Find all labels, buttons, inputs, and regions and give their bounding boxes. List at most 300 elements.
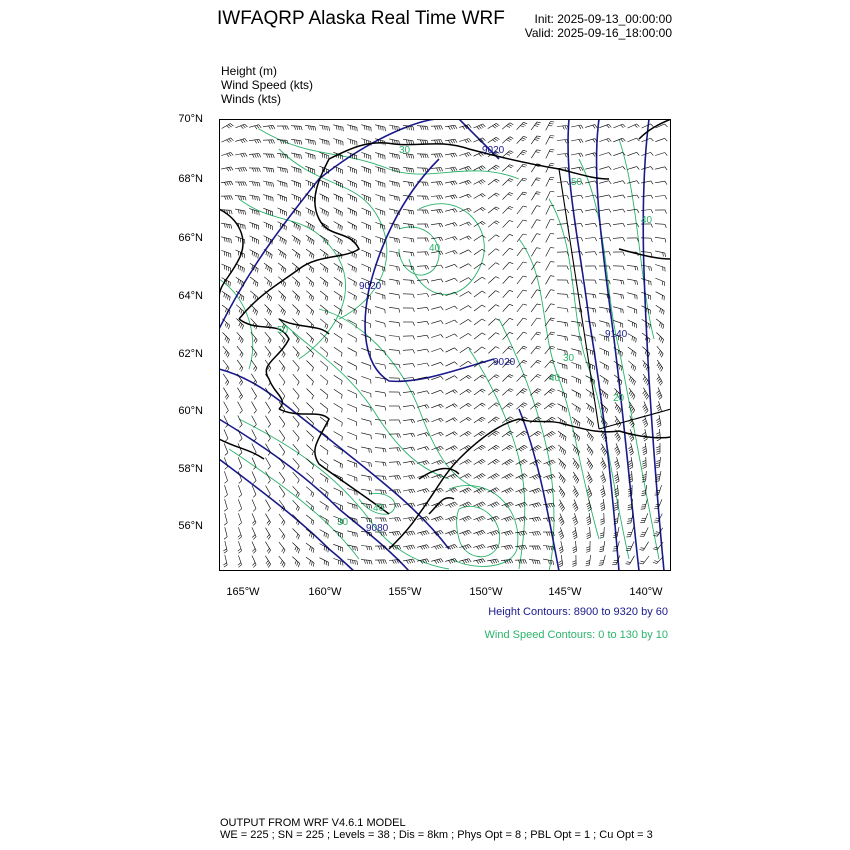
wind-barb-feather	[481, 517, 484, 520]
wind-barb	[252, 556, 256, 565]
wind-barb-feather	[507, 532, 509, 535]
wind-barb-feather	[644, 393, 646, 396]
wind-barb-feather	[493, 490, 496, 493]
wind-barb-feather	[451, 448, 454, 451]
wind-barb	[459, 222, 468, 226]
wind-barb-feather	[283, 522, 285, 525]
wind-barb-feather	[469, 194, 472, 197]
wind-barb-feather	[455, 223, 457, 226]
wind-barb-feather	[397, 211, 398, 215]
wind-barb-feather	[660, 382, 663, 385]
wind-barb-feather	[369, 504, 370, 508]
wind-barb-feather	[558, 531, 561, 534]
wind-barb	[655, 196, 665, 197]
wind-barb-feather	[369, 490, 370, 494]
wind-barb-feather	[313, 493, 314, 497]
wind-barb-feather	[395, 182, 396, 186]
wind-barb-feather	[511, 545, 513, 548]
wind-barb-feather	[479, 476, 482, 479]
wind-barb-feather	[282, 224, 283, 228]
wind-barb-feather	[620, 366, 621, 370]
wind-barb-feather	[224, 293, 225, 297]
wind-barb-feather	[327, 409, 328, 413]
wind-barb-feather	[311, 310, 313, 314]
wind-barb-feather	[561, 537, 564, 540]
wind-barb-feather	[326, 547, 327, 551]
wind-barb	[488, 165, 496, 171]
wind-barb	[642, 124, 651, 128]
wind-barb	[445, 502, 454, 506]
wind-barb-feather	[342, 241, 343, 245]
wind-barb-feather	[273, 125, 275, 129]
wind-barb-feather	[413, 155, 414, 159]
wind-barb-feather	[550, 334, 554, 335]
wind-barb-feather	[284, 240, 285, 244]
wind-barb	[643, 556, 649, 564]
wind-barb	[546, 178, 550, 187]
wind-barb-feather	[327, 465, 328, 469]
wind-barb-feather	[257, 140, 259, 144]
wind-barb-feather	[665, 210, 667, 214]
wind-barb-feather	[311, 126, 312, 130]
wind-barb-feather	[284, 312, 286, 316]
wind-barb	[460, 292, 469, 297]
wind-barb-feather	[469, 180, 472, 183]
wind-barb	[224, 443, 228, 452]
wind-barb-feather	[313, 563, 314, 567]
wind-barb-feather	[632, 410, 634, 413]
wind-barb	[279, 556, 285, 564]
wind-barb-feather	[226, 410, 229, 413]
wind-barb-feather	[615, 433, 618, 436]
wind-barb-feather	[533, 491, 536, 494]
wind-barb-feather	[224, 565, 227, 567]
wind-barb-feather	[258, 254, 259, 258]
wind-barb-feather	[354, 295, 355, 299]
wind-barb-feather	[483, 516, 486, 519]
wind-barb-feather	[494, 475, 497, 478]
wind-barb-feather	[537, 318, 541, 319]
wind-barb-feather	[493, 504, 496, 507]
wind-barb-feather	[627, 562, 631, 563]
wind-barb-feather	[439, 419, 442, 422]
wind-barb-feather	[255, 140, 257, 143]
wind-barb	[293, 388, 299, 396]
wind-barb-feather	[253, 523, 256, 526]
wind-barb	[361, 180, 370, 184]
wind-barb-feather	[439, 461, 442, 464]
wind-barb	[347, 166, 356, 170]
wind-barb-feather	[226, 352, 228, 356]
wind-barb-feather	[466, 433, 469, 436]
wind-barb-feather	[369, 546, 370, 550]
wind-barb	[389, 125, 399, 127]
wind-barb-feather	[587, 419, 588, 423]
wind-barb-feather	[479, 420, 482, 422]
wind-barb-feather	[592, 394, 593, 398]
wind-barb-feather	[284, 225, 285, 229]
wind-barb-feather	[563, 126, 565, 130]
wind-barb-feather	[423, 168, 424, 172]
wind-barb-feather	[356, 296, 357, 300]
wind-barb	[560, 514, 564, 523]
wind-barb	[347, 125, 357, 128]
wind-barb-feather	[257, 283, 258, 287]
wind-barb-feather	[662, 310, 663, 314]
wind-barb	[278, 291, 285, 298]
wind-barb-feather	[325, 296, 326, 300]
wind-barb-feather	[663, 325, 664, 329]
wind-barb	[389, 195, 399, 197]
lon-label: 150°W	[469, 586, 503, 598]
wind-barb	[361, 475, 371, 477]
wind-barb	[641, 195, 651, 197]
wind-barb	[249, 182, 259, 183]
wind-barb-feather	[553, 561, 554, 565]
wind-barb-feather	[661, 338, 663, 342]
wind-barb-feather	[411, 210, 412, 214]
wind-barb-feather	[465, 476, 468, 479]
wind-barb-feather	[411, 168, 412, 172]
wind-barb-feather	[532, 518, 534, 521]
wind-barb-feather	[271, 140, 273, 144]
wind-barb-feather	[549, 490, 551, 493]
wind-barb	[516, 403, 523, 410]
wind-barb-feather	[642, 419, 645, 422]
wind-barb-feather	[509, 220, 513, 222]
wind-barb-feather	[253, 294, 254, 298]
wind-barb-feather	[496, 417, 500, 419]
wind-barb-feather	[282, 548, 284, 551]
wind-barb-feather	[522, 166, 526, 167]
wind-barb-feather	[411, 546, 413, 549]
wind-barb	[644, 513, 648, 522]
wind-barb-feather	[575, 434, 576, 438]
wind-barb-feather	[601, 523, 605, 525]
wind-barb-feather	[637, 267, 638, 271]
wind-barb-feather	[508, 348, 512, 350]
wind-barb	[251, 388, 256, 397]
wind-barb-feather	[522, 432, 525, 434]
height-contour-label: 9020	[359, 281, 382, 292]
wind-barb-feather	[609, 266, 610, 270]
wind-barb-feather	[411, 126, 412, 130]
wind-barb-feather	[550, 320, 554, 321]
wind-barb	[543, 460, 552, 464]
wind-barb	[305, 125, 315, 126]
wind-barb-feather	[239, 523, 242, 526]
wind-barb	[347, 446, 356, 450]
wind-barb-feather	[312, 465, 314, 469]
wind-barb-feather	[643, 467, 647, 469]
wind-barb	[221, 223, 231, 225]
wind-barb-feather	[439, 126, 441, 130]
wind-barb	[320, 459, 328, 465]
wind-barb	[375, 208, 384, 211]
wind-barb-feather	[565, 337, 566, 341]
wind-barb-feather	[633, 352, 634, 356]
wind-barb-feather	[283, 466, 285, 469]
wind-barb	[488, 417, 496, 423]
wind-barb-feather	[523, 136, 527, 137]
wind-barb-feather	[595, 195, 597, 198]
wind-barb-feather	[425, 182, 426, 186]
lat-label: 58°N	[178, 463, 203, 475]
wind-barb-feather	[599, 563, 603, 564]
wind-barb-feather	[406, 546, 408, 549]
wind-barb	[223, 346, 230, 354]
wind-barb-feather	[508, 124, 512, 126]
wind-barb-feather	[576, 464, 578, 468]
wind-barb-feather	[665, 181, 667, 184]
wind-barb-feather	[255, 182, 256, 186]
wind-barb-feather	[451, 140, 453, 143]
wind-barb	[293, 346, 300, 353]
wind-barb-feather	[656, 467, 660, 468]
wind-barb	[238, 499, 241, 508]
wind-barb-feather	[495, 560, 497, 563]
wind-barb-feather	[586, 516, 589, 518]
wind-barb	[431, 335, 441, 338]
wind-barb-feather	[643, 421, 646, 424]
wind-barb-feather	[451, 126, 453, 129]
wind-barb-feather	[495, 545, 497, 548]
wind-barb-feather	[537, 489, 540, 492]
wind-barb-feather	[468, 333, 471, 335]
wind-barb-feather	[466, 391, 469, 393]
wind-barb	[627, 138, 636, 142]
wind-barb	[263, 167, 273, 168]
wind-barb	[306, 487, 314, 494]
wind-barb-feather	[229, 239, 230, 243]
wind-barb	[531, 150, 536, 158]
wind-barb	[460, 375, 468, 380]
wind-barb-feather	[385, 560, 387, 564]
wind-barb-feather	[559, 565, 563, 567]
wind-barb	[348, 292, 357, 297]
wind-barb	[557, 224, 567, 225]
wind-barb-feather	[553, 460, 556, 463]
wind-barb-feather	[437, 210, 439, 214]
wind-barb-feather	[395, 196, 396, 200]
wind-barb-feather	[600, 475, 603, 478]
wind-barb-feather	[226, 425, 229, 428]
wind-barb-feather	[618, 438, 621, 441]
wind-barb-feather	[240, 410, 243, 413]
wind-barb	[645, 499, 648, 509]
wind-barb-feather	[630, 451, 633, 453]
wind-barb	[403, 252, 413, 253]
wind-barb-feather	[496, 263, 500, 265]
wind-barb	[333, 544, 342, 547]
wind-barb-feather	[455, 502, 458, 505]
wind-barb-feather	[482, 403, 485, 405]
wind-barb-feather	[338, 266, 339, 270]
wind-barb-feather	[240, 425, 243, 428]
wind-barb-feather	[496, 179, 499, 181]
wind-barb-feather	[635, 281, 636, 285]
wind-barb-feather	[579, 308, 580, 312]
wind-barb-feather	[565, 154, 567, 158]
wind-barb-feather	[297, 140, 298, 144]
wind-barb-feather	[254, 352, 256, 355]
wind-barb-feather	[268, 452, 271, 455]
wind-barb-feather	[536, 124, 540, 125]
wind-barb-feather	[519, 491, 522, 494]
wind-barb-feather	[510, 193, 514, 195]
wind-barb	[431, 182, 441, 183]
wind-barb-feather	[509, 304, 513, 305]
wind-barb-feather	[228, 325, 229, 329]
wind-barb-feather	[453, 251, 456, 254]
wind-barb-feather	[588, 463, 590, 466]
height-contour-label: 9020	[493, 357, 516, 368]
wind-barb-feather	[284, 297, 285, 301]
wind-barb-feather	[395, 518, 397, 522]
wind-barb-feather	[593, 125, 595, 128]
wind-barb	[488, 291, 495, 298]
wind-barb-feather	[520, 406, 524, 408]
wind-barb-feather	[479, 448, 482, 450]
wind-barb	[613, 167, 623, 170]
wind-barb-feather	[496, 277, 500, 279]
wind-barb-feather	[231, 239, 232, 243]
wind-barb-feather	[493, 476, 496, 479]
wind-barb-feather	[524, 417, 528, 419]
wind-barb-feather	[477, 127, 480, 130]
wind-barb-feather	[397, 462, 399, 466]
wind-barb-feather	[560, 521, 563, 524]
wind-barb-feather	[256, 268, 257, 272]
wind-barb-feather	[385, 448, 386, 452]
wind-barb-feather	[266, 154, 267, 158]
wind-barb	[305, 153, 315, 156]
wind-barb-feather	[536, 362, 540, 363]
wind-barb-feather	[656, 474, 660, 475]
wind-barb-feather	[312, 396, 314, 400]
wind-barb	[529, 532, 539, 533]
wind-barb-feather	[226, 396, 228, 399]
wind-barb-feather	[409, 546, 411, 549]
wind-barb-feather	[310, 252, 311, 256]
wind-barb-feather	[231, 138, 234, 141]
wind-barb-feather	[522, 152, 526, 153]
wind-barb-feather	[482, 417, 485, 419]
wind-barb-feather	[577, 466, 579, 469]
wind-barb-feather	[465, 504, 468, 507]
wind-barb-feather	[355, 533, 356, 537]
wind-barb-feather	[509, 248, 513, 249]
wind-barb-feather	[523, 304, 527, 305]
wind-barb-feather	[313, 283, 314, 287]
wind-barb-feather	[535, 504, 537, 507]
wind-barb-feather	[466, 419, 469, 421]
wind-barb-feather	[240, 324, 242, 328]
wind-barb-feather	[623, 181, 625, 184]
wind-barb	[431, 362, 440, 365]
wind-contour-label: 30	[337, 517, 349, 528]
wind-barb-feather	[480, 376, 483, 378]
wind-barb	[546, 234, 551, 243]
wind-barb-feather	[507, 476, 510, 479]
wind-barb	[319, 180, 328, 184]
wind-barb-feather	[283, 254, 284, 258]
wind-barb-feather	[509, 503, 512, 506]
wind-barb	[599, 153, 609, 156]
wind-barb-feather	[581, 238, 583, 242]
wind-barb-feather	[631, 364, 632, 368]
wind-barb-feather	[423, 462, 425, 465]
wind-barb-feather	[549, 476, 552, 479]
wind-barb-feather	[399, 323, 400, 327]
wind-barb-feather	[601, 505, 605, 507]
wind-barb-feather	[252, 168, 253, 172]
wind-barb-feather	[559, 547, 562, 549]
wind-barb-feather	[650, 325, 651, 329]
wind-barb-feather	[225, 322, 226, 326]
wind-barb	[293, 416, 299, 424]
wind-barb-feather	[561, 492, 563, 495]
wind-barb-feather	[629, 449, 632, 451]
wind-barb-feather	[623, 195, 625, 198]
wind-barb-feather	[573, 503, 576, 506]
wind-barb-feather	[507, 448, 510, 450]
wind-barb	[517, 248, 523, 256]
wind-barb	[292, 557, 299, 564]
wind-barb-feather	[439, 559, 441, 562]
wind-barb-feather	[298, 354, 300, 358]
wind-barb-feather	[243, 196, 244, 200]
wind-barb	[347, 474, 357, 477]
wind-barb-feather	[507, 490, 510, 493]
wind-barb-feather	[469, 236, 472, 239]
wind-barb-feather	[587, 433, 589, 437]
wind-barb-feather	[297, 438, 299, 442]
wind-barb-feather	[427, 503, 429, 506]
wind-barb-feather	[601, 461, 604, 464]
wind-barb-feather	[493, 140, 496, 142]
wind-barb-feather	[495, 489, 498, 492]
wind-barb-feather	[634, 337, 635, 341]
wind-barb	[557, 140, 567, 141]
wind-barb-feather	[385, 504, 386, 508]
wind-barb-feather	[523, 234, 527, 235]
wind-barb-feather	[523, 262, 527, 263]
wind-barb	[460, 333, 469, 338]
wind-barb	[544, 403, 552, 409]
wind-barb	[347, 180, 356, 184]
wind-barb-feather	[549, 560, 550, 564]
wind-barb-feather	[600, 488, 603, 490]
wind-barb-feather	[395, 210, 396, 214]
wind-barb-feather	[356, 324, 357, 328]
wind-barb-feather	[231, 167, 233, 170]
wind-barb-feather	[301, 126, 302, 130]
wind-barb	[517, 164, 523, 172]
wind-barb-feather	[482, 180, 485, 183]
wind-barb-feather	[449, 533, 452, 536]
wind-barb-feather	[413, 531, 415, 534]
wind-barb-feather	[341, 367, 342, 371]
wind-barb-feather	[574, 491, 577, 494]
wind-barb	[235, 250, 244, 254]
wind-barb-feather	[340, 268, 341, 272]
wind-barb-feather	[654, 561, 658, 563]
wind-barb-feather	[535, 560, 536, 564]
wind-barb-feather	[238, 535, 241, 538]
wind-barb	[585, 223, 595, 224]
wind-barb-feather	[586, 549, 590, 550]
